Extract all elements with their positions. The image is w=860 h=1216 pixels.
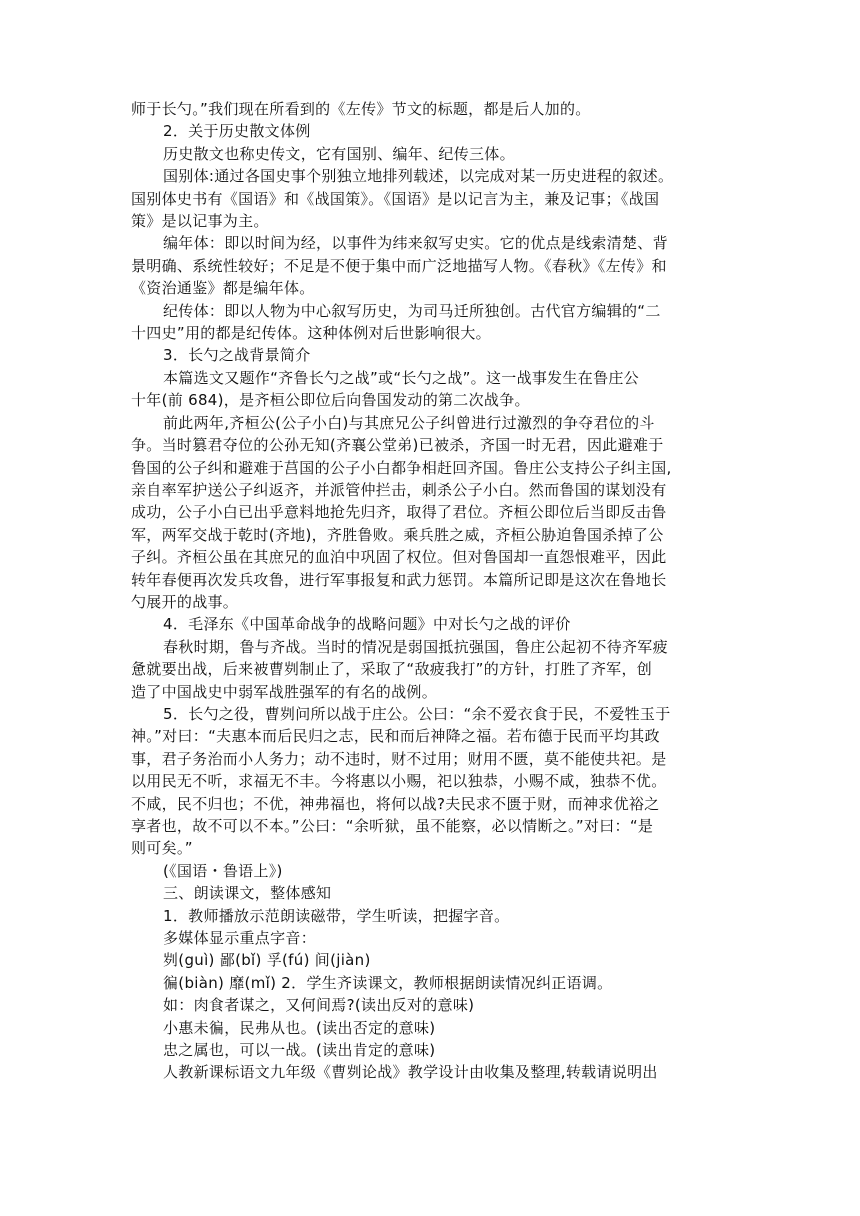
text-line: 亲自率军护送公子纠返齐，并派管仲拦击，刺杀公子小白。然而鲁国的谋划没有 <box>131 480 667 499</box>
text-line: 4．毛泽东《中国革命战争的战略问题》中对长勺之战的评价 <box>163 615 571 634</box>
text-line: 3．长勺之战背景简介 <box>163 346 311 365</box>
text-line: 享者也，故不可以不本。”公曰：“余听狱，虽不能察，必以情断之。”对曰：“是 <box>131 817 654 835</box>
text-line: 历史散文也称史传文，它有国别、编年、纪传三体。 <box>163 144 515 163</box>
text-line: 成功，公子小白已出乎意料地抢先归齐，取得了君位。齐桓公即位后当即反击鲁 <box>131 503 667 522</box>
text-line: 如：肉食者谋之，又何间焉?(读出反对的意味) <box>163 996 475 1015</box>
text-line: 5．长勺之役，曹刿问所以战于庄公。公曰：“余不爱衣食于民，不爱牲玉于 <box>163 704 671 723</box>
text-line: 不咸，民不归也；不优，神弗福也，将何以战?夫民求不匮于财，而神求优裕之 <box>131 794 660 813</box>
text-line: 2．关于历史散文体例 <box>163 122 311 141</box>
text-line: 子纠。齐桓公虽在其庶兄的血泊中巩固了权位。但对鲁国却一直怨恨难平，因此 <box>131 548 667 567</box>
text-line: 小惠未徧，民弗从也。(读出否定的意味) <box>163 1018 436 1037</box>
text-line: 刿(guì) 鄙(bǐ) 孚(fú) 间(jiàn) <box>163 951 371 970</box>
text-line: 则可矣。” <box>131 839 193 858</box>
text-line: 本篇选文又题作“齐鲁长勺之战”或“长勺之战”。这一战事发生在鲁庄公 <box>163 368 639 387</box>
text-line: 前此两年,齐桓公(公子小白)与其庶兄公子纠曾进行过激烈的争夺君位的斗 <box>163 413 655 432</box>
text-line: 争。当时篡君夺位的公孙无知(齐襄公堂弟)已被杀，齐国一时无君，因此避难于 <box>131 436 664 455</box>
text-line: 转年春便再次发兵攻鲁，进行军事报复和武力惩罚。本篇所记即是这次在鲁地长 <box>131 570 667 589</box>
text-line: 春秋时期，鲁与齐战。当时的情况是弱国抵抗强国，鲁庄公起初不待齐军疲 <box>163 637 668 656</box>
text-line: 徧(biàn) 靡(mǐ) 2．学生齐读课文，教师根据朗读情况纠正语调。 <box>163 973 613 992</box>
text-line: 忠之属也，可以一战。(读出肯定的意味) <box>163 1041 436 1060</box>
text-line: 纪传体：即以人物为中心叙写历史，为司马迁所独创。古代官方编辑的“二 <box>163 301 661 320</box>
text-line: 惫就要出战，后来被曹刿制止了，采取了“敌疲我打”的方针，打胜了齐军，创 <box>131 660 653 679</box>
text-line: 十年(前 684)，是齐桓公即位后向鲁国发动的第二次战争。 <box>131 391 530 410</box>
text-line: 多媒体显示重点字音： <box>163 929 317 948</box>
text-line: 景明确、系统性较好；不足是不便于集中而广泛地描写人物。《春秋》《左传》和 <box>131 256 667 275</box>
text-line: 人教新课标语文九年级《曹刿论战》教学设计由收集及整理,转载请说明出 <box>163 1063 658 1082</box>
text-line: 军，两军交战于乾时(齐地)，齐胜鲁败。乘兵胜之威，齐桓公胁迫鲁国杀掉了公 <box>131 525 664 544</box>
text-line: 勺展开的战事。 <box>131 592 239 611</box>
text-line: (《国语・鲁语上》) <box>163 861 283 880</box>
text-line: 神。”对曰：“夫惠本而后民归之志，民和而后神降之福。若布德于民而平均其政 <box>131 727 660 746</box>
text-line: 鲁国的公子纠和避难于莒国的公子小白都争相赶回齐国。鲁庄公支持公子纠主国, <box>131 458 672 477</box>
text-line: 国别体史书有《国语》和《战国策》。《国语》是以记言为主，兼及记事；《战国 <box>131 189 660 208</box>
text-line: 以用民无不听，求福无不丰。今将惠以小赐，祀以独恭，小赐不咸，独恭不优。 <box>131 772 667 791</box>
text-line: 师于长勺。”我们现在所看到的《左传》节文的标题，都是后人加的。 <box>131 100 591 118</box>
text-line: 国别体:通过各国史事个别独立地排列载述，以完成对某一历史进程的叙述。 <box>163 167 674 186</box>
text-line: 编年体：即以时间为经，以事件为纬来叙写史实。它的优点是线索清楚、背 <box>163 234 668 253</box>
text-line: 事，君子务治而小人务力；动不违时，财不过用；财用不匮，莫不能使共祀。是 <box>131 749 667 768</box>
text-line: 《资治通鉴》都是编年体。 <box>131 279 315 298</box>
text-line: 策》是以记事为主。 <box>131 212 269 231</box>
text-line: 造了中国战史中弱军战胜强军的有名的战例。 <box>131 682 438 701</box>
document-body <box>131 98 743 1084</box>
text-line: 三、朗读课文，整体感知 <box>163 884 332 903</box>
text-line: 1．教师播放示范朗读磁带，学生听读，把握字音。 <box>163 906 510 925</box>
text-line: 十四史”用的都是纪传体。这种体例对后世影响很大。 <box>131 324 491 343</box>
